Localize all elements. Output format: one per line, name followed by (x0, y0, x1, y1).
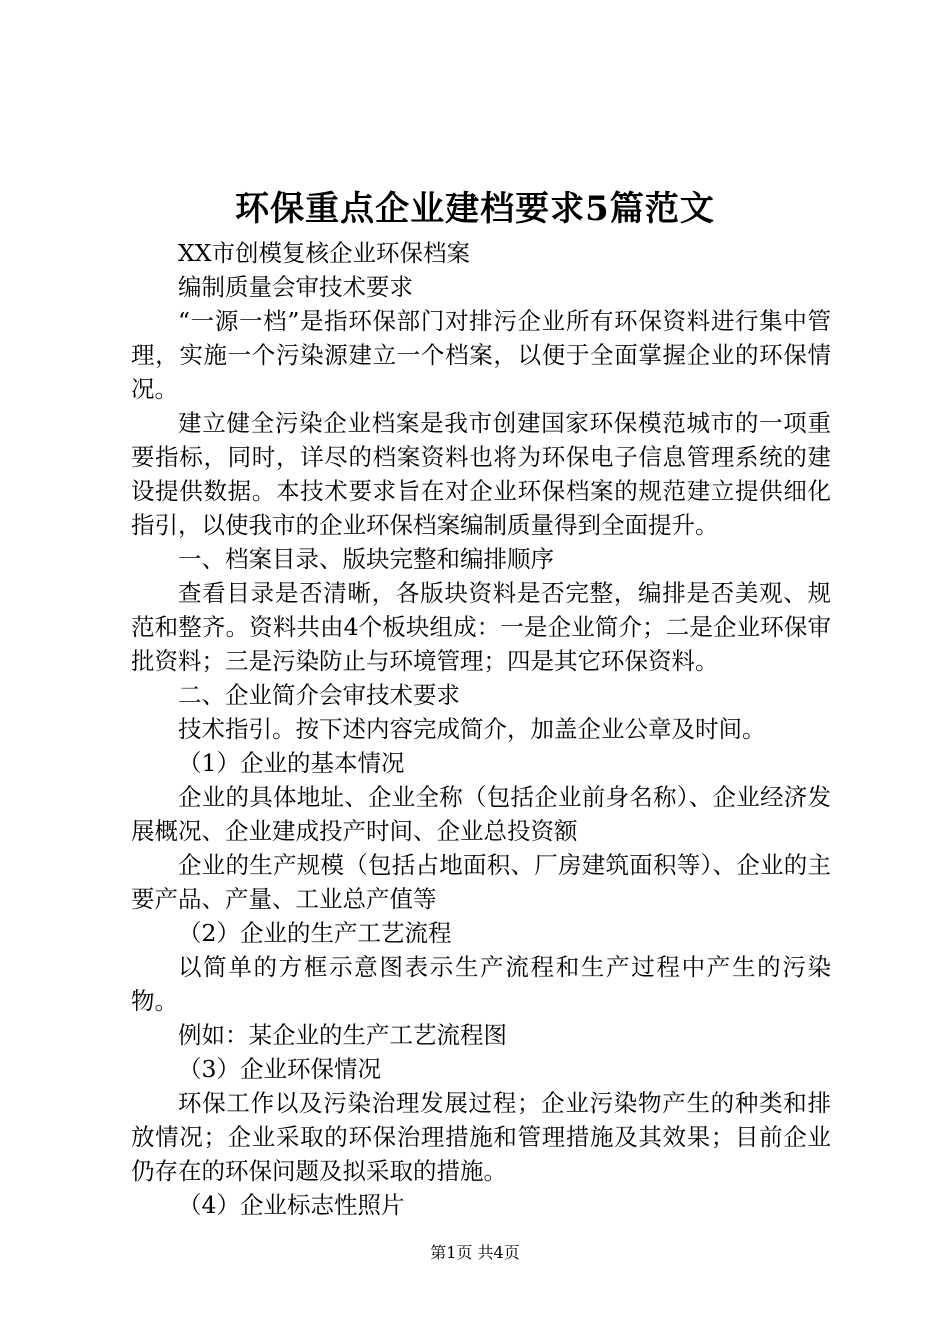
paragraph: XX市创模复核企业环保档案 (178, 239, 470, 267)
paragraph: 例如：某企业的生产工艺流程图 (178, 1021, 507, 1049)
paragraph: 建立健全污染企业档案是我市创建国家环保模范城市的一项重要指标，同时，详尽的档案资料也将为环保电子信息管理系统的建设提供数据。本技术要求旨在对企业环保档案的规范建立提供细化指引，以使我市的企业环保档案编制质量得到全面提升。 (131, 409, 831, 539)
document-title: 环保重点企业建档要求5篇范文 (235, 189, 715, 229)
paragraph: 企业的生产规模（包括占地面积、厂房建筑面积等）、企业的主要产品、产量、工业总产值等 (131, 851, 831, 913)
subsection-heading: （2）企业的生产工艺流程 (178, 919, 452, 947)
document-body (131, 236, 831, 1222)
section-heading: 二、企业简介会审技术要求 (178, 681, 460, 709)
section-heading: 一、档案目录、版块完整和编排顺序 (178, 545, 554, 573)
paragraph: 技术指引。按下述内容完成简介，加盖企业公章及时间。 (178, 715, 766, 743)
subsection-heading: （4）企业标志性照片 (178, 1191, 405, 1219)
paragraph: 编制质量会审技术要求 (178, 273, 413, 301)
paragraph: 环保工作以及污染治理发展过程；企业污染物产生的种类和排放情况；企业采取的环保治理措施和管理措施及其效果；目前企业仍存在的环保问题及拟采取的措施。 (131, 1089, 831, 1185)
paragraph: 查看目录是否清晰，各版块资料是否完整，编排是否美观、规范和整齐。资料共由4个板块组成：一是企业简介；二是企业环保审批资料；三是污染防止与环境管理；四是其它环保资料。 (131, 579, 831, 675)
page-footer: 第1页 共4页 (430, 1243, 520, 1262)
paragraph: 以简单的方框示意图表示生产流程和生产过程中产生的污染物。 (131, 953, 831, 1015)
subsection-heading: （3）企业环保情况 (178, 1055, 381, 1083)
paragraph: “一源一档”是指环保部门对排污企业所有环保资料进行集中管理，实施一个污染源建立一个档案，以便于全面掌握企业的环保情况。 (131, 307, 831, 403)
subsection-heading: （1）企业的基本情况 (178, 749, 405, 777)
paragraph: 企业的具体地址、企业全称（包括企业前身名称）、企业经济发展概况、企业建成投产时间、企业总投资额 (131, 783, 831, 845)
